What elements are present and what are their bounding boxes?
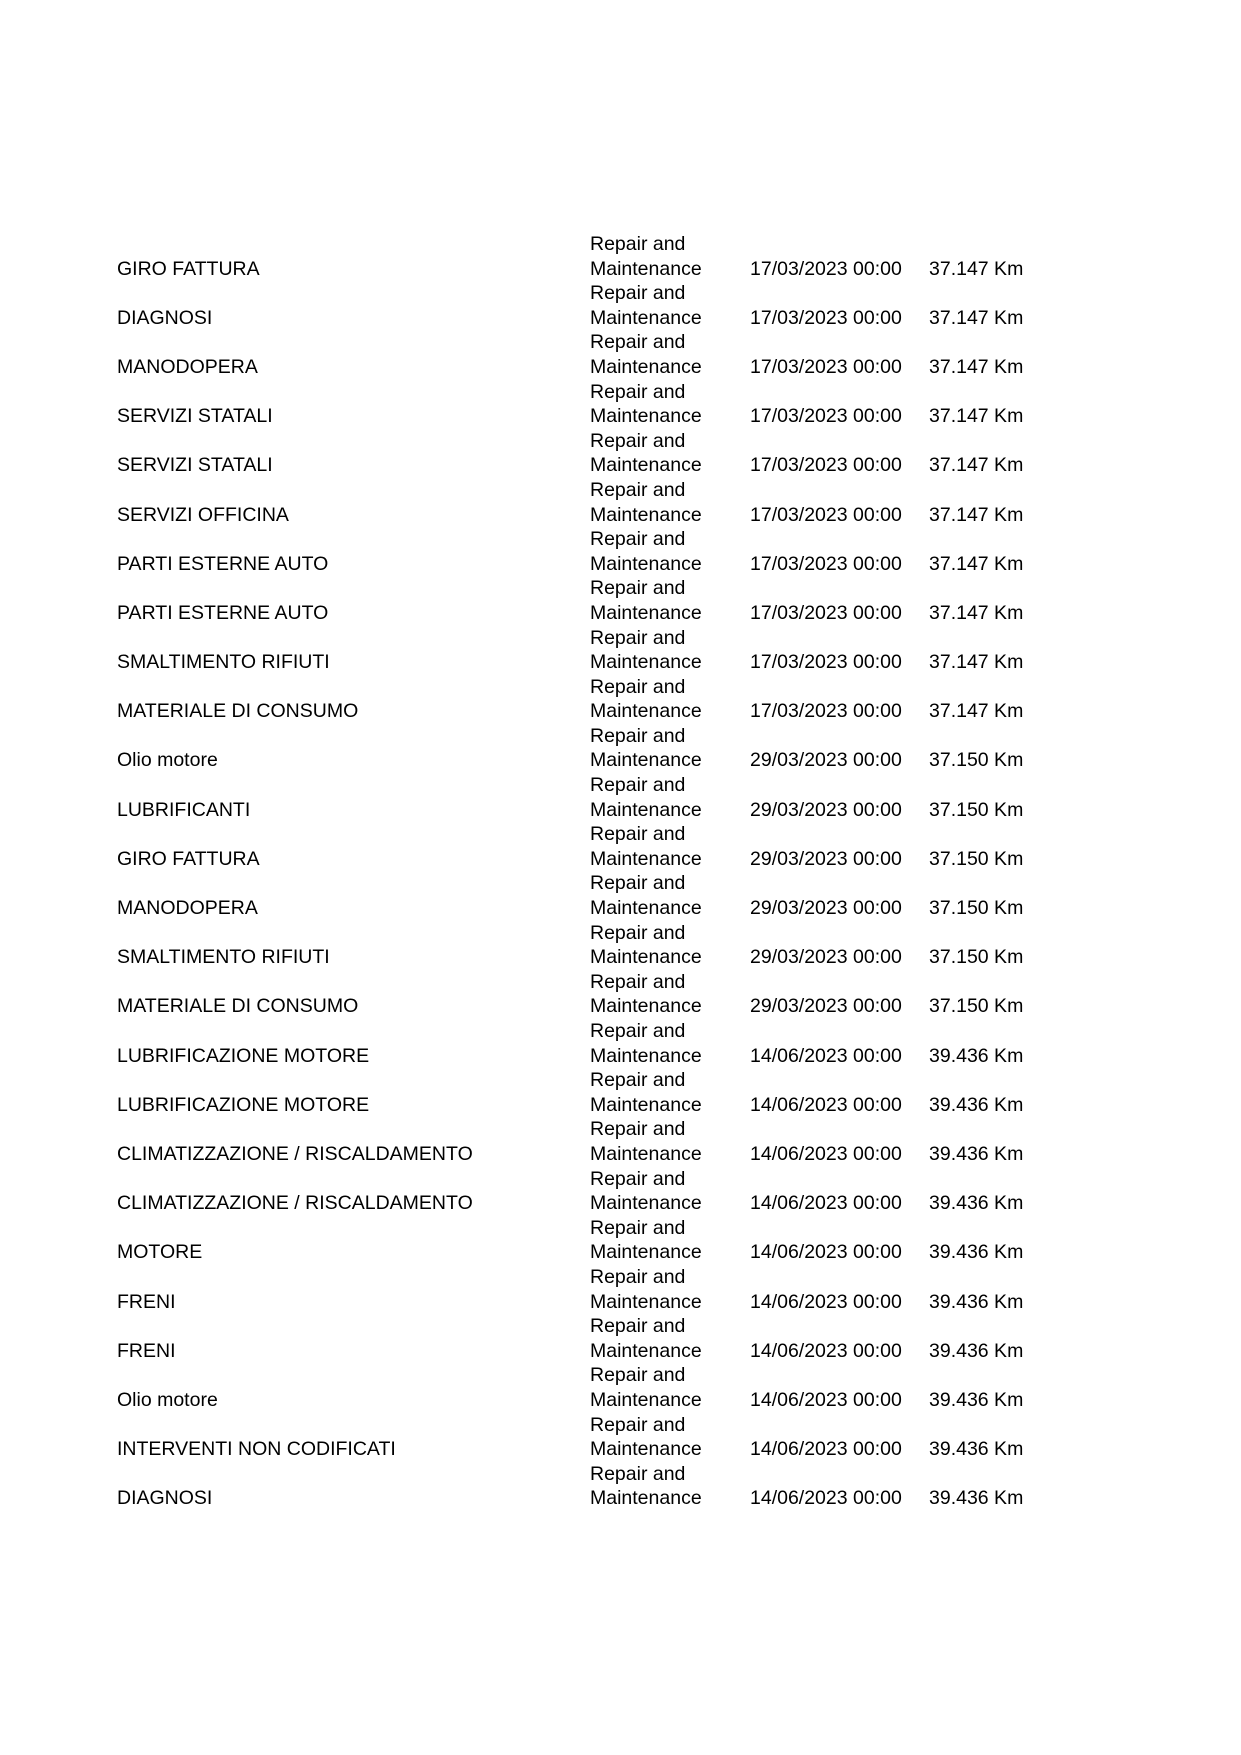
record-category-line2: Maintenance — [590, 749, 702, 772]
record-description: MATERIALE DI CONSUMO — [117, 995, 359, 1018]
record-odometer: 39.436 Km — [929, 1487, 1024, 1510]
record-category-line2: Maintenance — [590, 1438, 702, 1461]
record-odometer: 37.147 Km — [929, 355, 1024, 378]
record-row — [0, 1167, 1241, 1216]
record-odometer: 39.436 Km — [929, 1388, 1024, 1411]
record-category — [590, 1216, 740, 1265]
record-odometer: 37.147 Km — [929, 651, 1024, 674]
record-row — [0, 773, 1241, 822]
record-odometer: 37.147 Km — [929, 257, 1024, 280]
record-category-line2: Maintenance — [590, 1044, 702, 1067]
record-category-line2: Maintenance — [590, 1290, 702, 1313]
record-date: 17/03/2023 00:00 — [750, 601, 902, 624]
record-odometer: 39.436 Km — [929, 1192, 1024, 1215]
record-description: MOTORE — [117, 1241, 203, 1264]
record-row — [0, 871, 1241, 920]
record-category — [590, 1363, 740, 1412]
record-category — [590, 1167, 740, 1216]
record-category-line1: Repair and — [590, 872, 686, 895]
record-description: MANODOPERA — [117, 355, 258, 378]
record-category — [590, 626, 740, 675]
record-category — [590, 527, 740, 576]
record-category-line1: Repair and — [590, 1364, 686, 1387]
record-description: DIAGNOSI — [117, 306, 213, 329]
record-date: 14/06/2023 00:00 — [750, 1339, 902, 1362]
record-category — [590, 1019, 740, 1068]
record-row — [0, 675, 1241, 724]
record-description: SERVIZI STATALI — [117, 405, 273, 428]
record-date: 17/03/2023 00:00 — [750, 454, 902, 477]
record-odometer: 37.150 Km — [929, 946, 1024, 969]
record-category-line2: Maintenance — [590, 405, 702, 428]
record-category-line2: Maintenance — [590, 798, 702, 821]
record-category-line2: Maintenance — [590, 306, 702, 329]
record-category-line1: Repair and — [590, 970, 686, 993]
record-category — [590, 1117, 740, 1166]
record-row — [0, 1068, 1241, 1117]
record-category-line2: Maintenance — [590, 1487, 702, 1510]
record-category — [590, 921, 740, 970]
record-category — [590, 1265, 740, 1314]
record-date: 17/03/2023 00:00 — [750, 503, 902, 526]
record-category — [590, 773, 740, 822]
record-category — [590, 429, 740, 478]
record-category-line2: Maintenance — [590, 1093, 702, 1116]
record-description: SMALTIMENTO RIFIUTI — [117, 651, 330, 674]
record-category-line1: Repair and — [590, 1413, 686, 1436]
record-odometer: 39.436 Km — [929, 1044, 1024, 1067]
record-description: LUBRIFICAZIONE MOTORE — [117, 1093, 370, 1116]
record-odometer: 37.150 Km — [929, 798, 1024, 821]
record-category-line2: Maintenance — [590, 847, 702, 870]
record-description: GIRO FATTURA — [117, 257, 260, 280]
record-odometer: 39.436 Km — [929, 1241, 1024, 1264]
record-date: 17/03/2023 00:00 — [750, 552, 902, 575]
record-date: 14/06/2023 00:00 — [750, 1241, 902, 1264]
record-row — [0, 724, 1241, 773]
record-category-line2: Maintenance — [590, 355, 702, 378]
record-category-line2: Maintenance — [590, 552, 702, 575]
record-category-line2: Maintenance — [590, 257, 702, 280]
record-row — [0, 1413, 1241, 1462]
record-category-line1: Repair and — [590, 1167, 686, 1190]
record-date: 14/06/2023 00:00 — [750, 1192, 902, 1215]
record-odometer: 39.436 Km — [929, 1290, 1024, 1313]
record-category-line2: Maintenance — [590, 454, 702, 477]
record-odometer: 37.150 Km — [929, 897, 1024, 920]
record-description: PARTI ESTERNE AUTO — [117, 552, 329, 575]
record-date: 29/03/2023 00:00 — [750, 946, 902, 969]
record-odometer: 37.147 Km — [929, 700, 1024, 723]
record-date: 29/03/2023 00:00 — [750, 995, 902, 1018]
record-category — [590, 478, 740, 527]
record-category-line1: Repair and — [590, 429, 686, 452]
record-odometer: 39.436 Km — [929, 1142, 1024, 1165]
record-odometer: 37.147 Km — [929, 601, 1024, 624]
record-description: MATERIALE DI CONSUMO — [117, 700, 359, 723]
record-date: 14/06/2023 00:00 — [750, 1093, 902, 1116]
record-date: 17/03/2023 00:00 — [750, 306, 902, 329]
record-row — [0, 1216, 1241, 1265]
record-date: 14/06/2023 00:00 — [750, 1438, 902, 1461]
record-row — [0, 1462, 1241, 1511]
record-category-line2: Maintenance — [590, 1192, 702, 1215]
record-row — [0, 921, 1241, 970]
record-odometer: 37.150 Km — [929, 847, 1024, 870]
record-date: 14/06/2023 00:00 — [750, 1290, 902, 1313]
record-row — [0, 576, 1241, 625]
record-category-line1: Repair and — [590, 478, 686, 501]
record-category-line1: Repair and — [590, 1265, 686, 1288]
record-category — [590, 724, 740, 773]
record-description: SERVIZI OFFICINA — [117, 503, 289, 526]
record-category-line1: Repair and — [590, 1315, 686, 1338]
record-date: 29/03/2023 00:00 — [750, 798, 902, 821]
record-row — [0, 330, 1241, 379]
record-category-line1: Repair and — [590, 1216, 686, 1239]
record-category-line2: Maintenance — [590, 651, 702, 674]
record-category-line2: Maintenance — [590, 601, 702, 624]
record-odometer: 37.150 Km — [929, 749, 1024, 772]
record-category — [590, 970, 740, 1019]
record-row — [0, 527, 1241, 576]
record-date: 17/03/2023 00:00 — [750, 257, 902, 280]
record-row — [0, 478, 1241, 527]
record-date: 17/03/2023 00:00 — [750, 405, 902, 428]
record-date: 29/03/2023 00:00 — [750, 749, 902, 772]
record-category-line2: Maintenance — [590, 1142, 702, 1165]
record-category-line1: Repair and — [590, 675, 686, 698]
record-category — [590, 576, 740, 625]
record-category — [590, 281, 740, 330]
record-description: Olio motore — [117, 1388, 218, 1411]
record-description: LUBRIFICANTI — [117, 798, 251, 821]
record-row — [0, 1363, 1241, 1412]
record-date: 14/06/2023 00:00 — [750, 1487, 902, 1510]
record-category-line1: Repair and — [590, 331, 686, 354]
record-row — [0, 970, 1241, 1019]
record-category-line1: Repair and — [590, 528, 686, 551]
record-date: 14/06/2023 00:00 — [750, 1388, 902, 1411]
record-description: FRENI — [117, 1339, 176, 1362]
record-odometer: 37.147 Km — [929, 454, 1024, 477]
record-odometer: 39.436 Km — [929, 1339, 1024, 1362]
record-description: MANODOPERA — [117, 897, 258, 920]
record-category — [590, 1068, 740, 1117]
record-category — [590, 871, 740, 920]
maintenance-record-list — [0, 232, 1241, 1511]
record-odometer: 39.436 Km — [929, 1093, 1024, 1116]
record-row — [0, 380, 1241, 429]
record-date: 17/03/2023 00:00 — [750, 700, 902, 723]
record-row — [0, 1019, 1241, 1068]
record-odometer: 37.147 Km — [929, 552, 1024, 575]
record-date: 17/03/2023 00:00 — [750, 651, 902, 674]
record-category — [590, 330, 740, 379]
record-row — [0, 1265, 1241, 1314]
record-date: 14/06/2023 00:00 — [750, 1044, 902, 1067]
record-category — [590, 232, 740, 281]
record-category-line2: Maintenance — [590, 700, 702, 723]
record-description: INTERVENTI NON CODIFICATI — [117, 1438, 396, 1461]
record-description: Olio motore — [117, 749, 218, 772]
record-date: 29/03/2023 00:00 — [750, 847, 902, 870]
record-category-line2: Maintenance — [590, 1339, 702, 1362]
record-description: GIRO FATTURA — [117, 847, 260, 870]
record-row — [0, 232, 1241, 281]
record-odometer: 37.147 Km — [929, 405, 1024, 428]
record-odometer: 37.150 Km — [929, 995, 1024, 1018]
record-category-line1: Repair and — [590, 626, 686, 649]
record-category-line1: Repair and — [590, 724, 686, 747]
record-category-line1: Repair and — [590, 233, 686, 255]
record-description: CLIMATIZZAZIONE / RISCALDAMENTO — [117, 1192, 473, 1215]
record-category — [590, 380, 740, 429]
record-category-line1: Repair and — [590, 1118, 686, 1141]
record-category-line2: Maintenance — [590, 946, 702, 969]
record-category-line2: Maintenance — [590, 897, 702, 920]
record-date: 29/03/2023 00:00 — [750, 897, 902, 920]
record-category-line2: Maintenance — [590, 503, 702, 526]
record-category-line1: Repair and — [590, 1020, 686, 1042]
record-category — [590, 1462, 740, 1511]
record-category — [590, 1314, 740, 1363]
record-odometer: 39.436 Km — [929, 1438, 1024, 1461]
record-row — [0, 281, 1241, 330]
record-category-line1: Repair and — [590, 1462, 686, 1485]
record-category-line1: Repair and — [590, 577, 686, 600]
record-description: LUBRIFICAZIONE MOTORE — [117, 1044, 370, 1067]
record-odometer: 37.147 Km — [929, 306, 1024, 329]
record-description: SMALTIMENTO RIFIUTI — [117, 946, 330, 969]
record-date: 14/06/2023 00:00 — [750, 1142, 902, 1165]
record-category-line1: Repair and — [590, 921, 686, 944]
record-category-line1: Repair and — [590, 823, 686, 846]
record-category — [590, 822, 740, 871]
record-odometer: 37.147 Km — [929, 503, 1024, 526]
record-category-line1: Repair and — [590, 380, 686, 403]
record-category — [590, 1413, 740, 1462]
record-row — [0, 626, 1241, 675]
record-description: SERVIZI STATALI — [117, 454, 273, 477]
record-category-line1: Repair and — [590, 282, 686, 305]
record-row — [0, 822, 1241, 871]
record-row — [0, 1314, 1241, 1363]
record-category-line1: Repair and — [590, 1069, 686, 1092]
record-row — [0, 1117, 1241, 1166]
record-date: 17/03/2023 00:00 — [750, 355, 902, 378]
record-category-line2: Maintenance — [590, 1388, 702, 1411]
record-category-line2: Maintenance — [590, 1241, 702, 1264]
record-description: DIAGNOSI — [117, 1487, 213, 1510]
record-category — [590, 675, 740, 724]
record-description: CLIMATIZZAZIONE / RISCALDAMENTO — [117, 1142, 473, 1165]
record-category-line1: Repair and — [590, 774, 686, 797]
record-category-line2: Maintenance — [590, 995, 702, 1018]
record-row — [0, 429, 1241, 478]
record-description: FRENI — [117, 1290, 176, 1313]
record-description: PARTI ESTERNE AUTO — [117, 601, 329, 624]
